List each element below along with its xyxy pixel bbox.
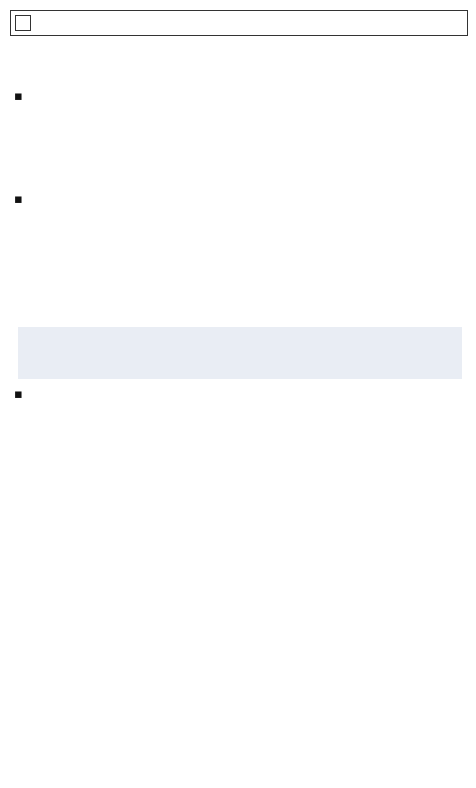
box-row-1 <box>18 327 462 328</box>
section-number <box>15 15 31 31</box>
bullet-2-line-1 <box>14 190 26 210</box>
bullet-dot: ▪ <box>14 89 23 105</box>
info-box <box>18 327 462 379</box>
bullet-dot: ▪ <box>14 192 23 207</box>
bullet-3-line-1 <box>14 385 26 405</box>
bullet-1-line-1 <box>14 82 26 107</box>
section-header <box>10 10 468 36</box>
bullet-dot: ▪ <box>14 387 23 402</box>
